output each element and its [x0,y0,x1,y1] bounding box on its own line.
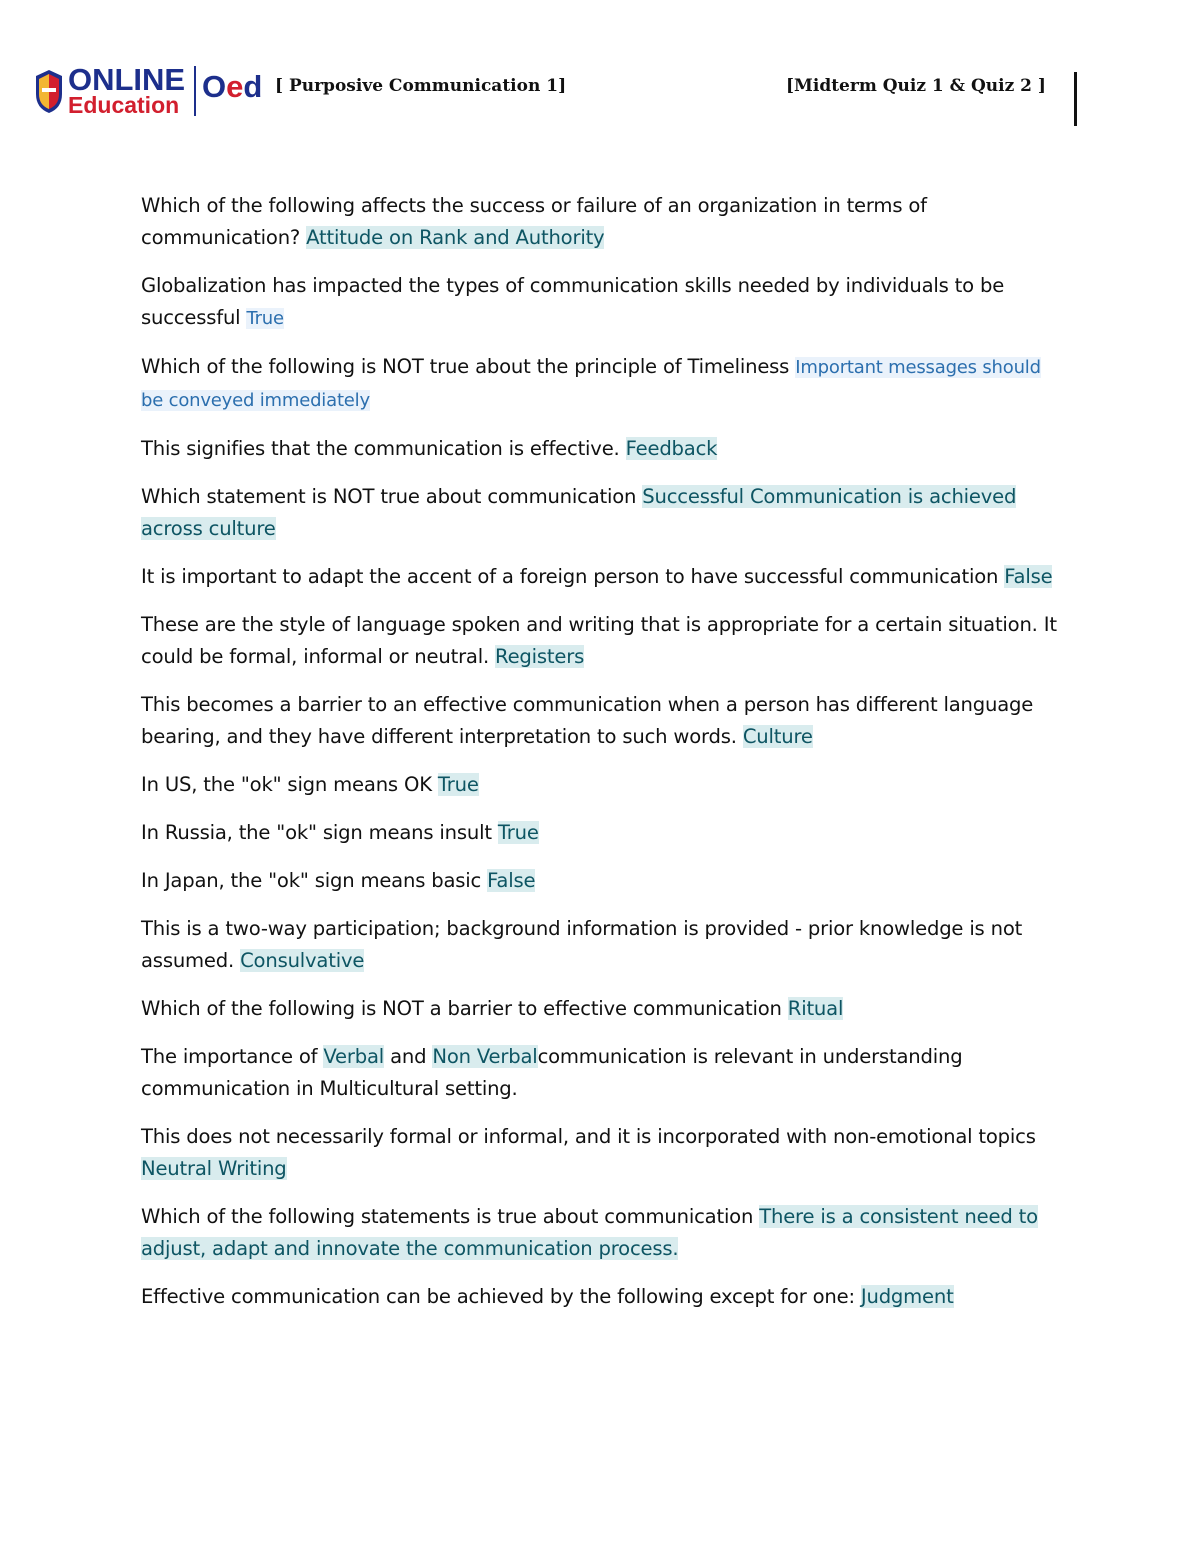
page-header [0,0,1200,140]
answer-highlight: Registers [495,645,585,668]
quiz-item [141,689,1066,753]
logo-education-text: Education [68,92,180,118]
question-text: and [384,1045,433,1068]
logo-oed-d: d [243,69,263,104]
answer-highlight: Ritual [787,997,844,1020]
answer-highlight: Important messages should be conveyed immediately [141,357,1041,411]
question-text: Which of the following affects the success or failure of an organization in terms of communication? [141,194,927,249]
answer-highlight: Neutral Writing [141,1157,287,1180]
course-title: [ Purposive Communication 1] [275,76,567,96]
answer-highlight: Non Verbal [432,1045,538,1068]
online-education-logo [34,64,268,120]
quiz-item [141,1041,1066,1105]
quiz-item [141,817,1066,849]
answer-highlight: Judgment [860,1285,954,1308]
answer-highlight: Culture [742,725,813,748]
header-vertical-bar [1074,72,1077,126]
question-text: Which of the following statements is true about communication [141,1205,760,1228]
answer-highlight: Successful Communication is achieved across culture [141,485,1017,540]
quiz-item [141,481,1066,545]
question-text: This becomes a barrier to an effective communication when a person has different language bearing, and they have different interpretation to such words. [141,693,1034,748]
question-text: communication is relevant in understanding communication in Multicultural setting. [141,1045,963,1100]
quiz-item [141,561,1066,593]
logo-oed-o: O [202,69,227,104]
quiz-content [141,190,1066,1329]
quiz-item [141,769,1066,801]
question-text: In US, the "ok" sign means OK [141,773,438,796]
question-text: In Russia, the "ok" sign means insult [141,821,498,844]
answer-highlight: False [487,869,536,892]
logo-online-text: ONLINE [68,62,186,97]
answer-highlight: Feedback [625,437,718,460]
answer-highlight: There is a consistent need to adjust, adapt and innovate the communication process. [141,1205,1038,1260]
logo-divider [194,66,196,116]
answer-highlight: True [246,308,284,329]
question-text: Which of the following is NOT a barrier to effective communication [141,997,788,1020]
question-text: In Japan, the "ok" sign means basic [141,869,488,892]
quiz-item [141,351,1066,417]
quiz-item [141,913,1066,977]
question-text: These are the style of language spoken and writing that is appropriate for a certain situation. It could be formal, informal or neutral. [141,613,1057,668]
answer-highlight: Verbal [323,1045,385,1068]
question-text: Which statement is NOT true about communication [141,485,643,508]
logo-oed-text [202,70,262,104]
quiz-item [141,190,1066,254]
answer-highlight: Attitude on Rank and Authority [306,226,605,249]
question-text: Globalization has impacted the types of communication skills needed by individuals to be successful [141,274,1005,329]
question-text: This does not necessarily formal or informal, and it is incorporated with non-emotional topics [141,1125,1036,1148]
quiz-item [141,1281,1066,1313]
quiz-item [141,1121,1066,1185]
answer-highlight: True [437,773,479,796]
quiz-item [141,1201,1066,1265]
logo-oed-e: e [226,69,244,104]
quiz-item [141,270,1066,335]
question-text: Which of the following is NOT true about the principle of Timeliness [141,355,796,378]
question-text: The importance of [141,1045,324,1068]
question-text: Effective communication can be achieved by the following except for one: [141,1285,861,1308]
quiz-item [141,609,1066,673]
shield-crest-icon [34,68,64,114]
quiz-item [141,993,1066,1025]
quiz-item [141,865,1066,897]
quiz-title: [Midterm Quiz 1 & Quiz 2 ] [786,76,1046,96]
question-text: This signifies that the communication is effective. [141,437,626,460]
quiz-item [141,433,1066,465]
question-text: It is important to adapt the accent of a foreign person to have successful communication [141,565,1005,588]
answer-highlight: False [1004,565,1053,588]
question-text: This is a two-way participation; background information is provided - prior knowledge is not assumed. [141,917,1023,972]
answer-highlight: True [497,821,539,844]
answer-highlight: Consulvative [240,949,365,972]
